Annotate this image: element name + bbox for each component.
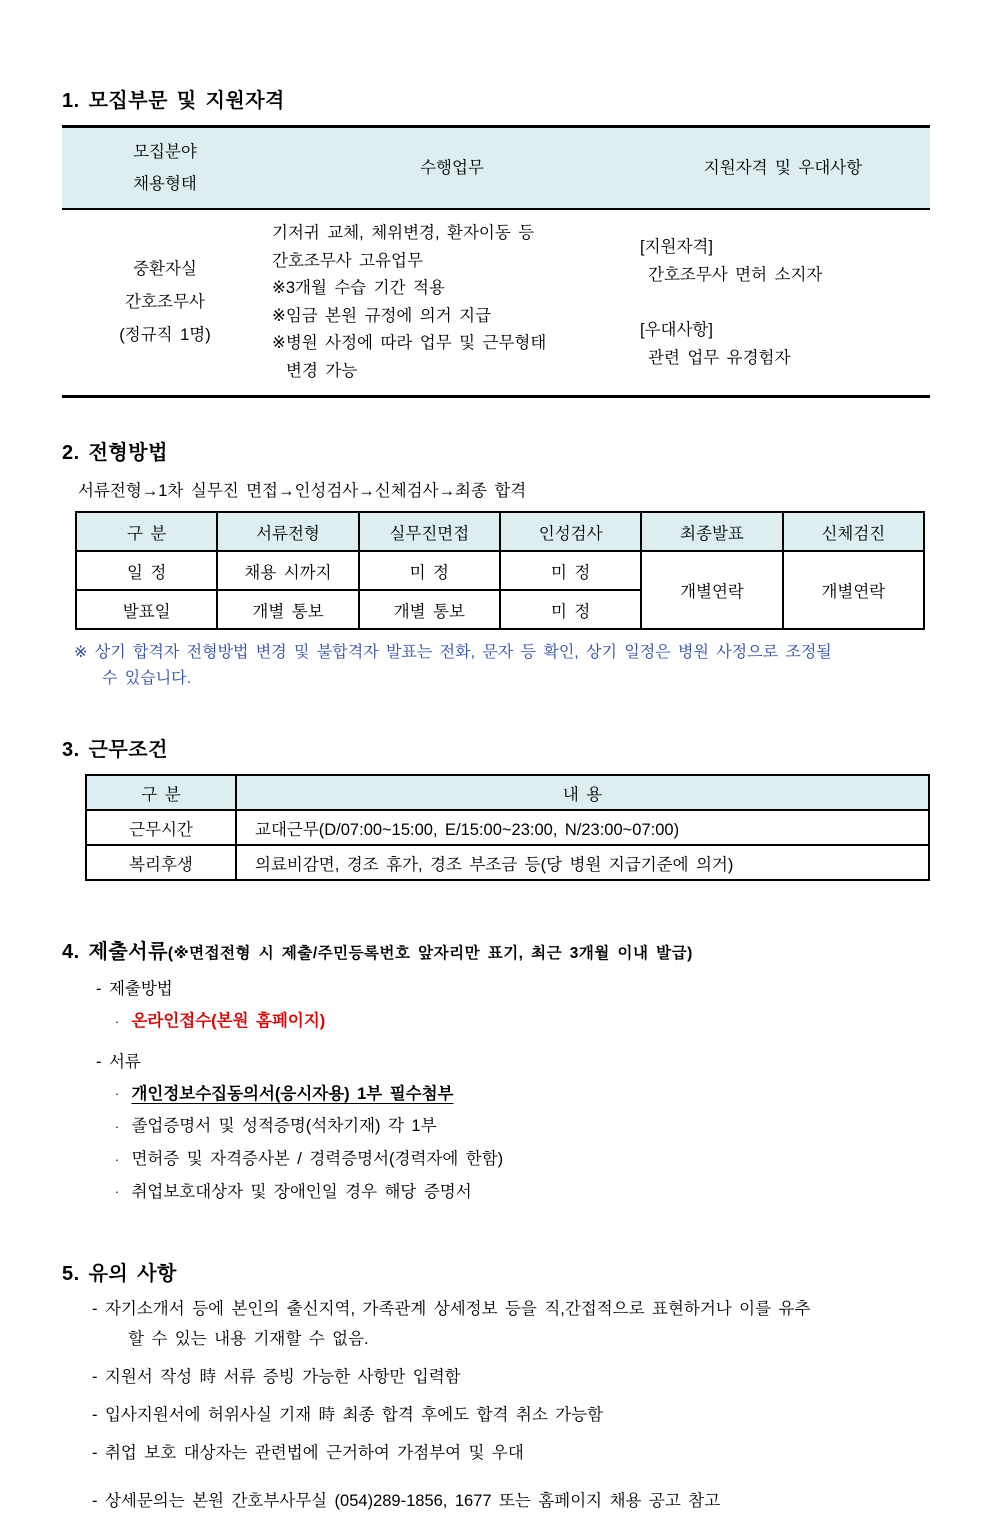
notice-item: - 입사지원서에 허위사실 기재 時 최종 합격 후에도 합격 취소 가능함 bbox=[92, 1406, 604, 1425]
conditions-header-row bbox=[86, 775, 929, 810]
position-line: 중환자실 bbox=[133, 260, 197, 278]
section4-heading-paren: (※면접전형 시 제출/주민등록번호 앞자리만 표기, 최근 3개월 이내 발급) bbox=[167, 945, 693, 963]
schedule-row-dates bbox=[76, 551, 924, 590]
conditions-row-label: 복리후생 bbox=[86, 845, 236, 880]
header-cell-duties: 수행업무 bbox=[268, 127, 636, 210]
list-item bbox=[110, 1144, 930, 1175]
online-application-text: 온라인접수(본원 홈페이지) bbox=[131, 1012, 326, 1031]
schedule-note-line1: ※ 상기 합격자 전형방법 변경 및 불합격자 발표는 전화, 문자 등 확인, 상기 일정은 병원 사정으로 조정될 bbox=[74, 644, 832, 661]
schedule-header-personality: 인성검사 bbox=[500, 512, 641, 551]
row1-label: 일 정 bbox=[76, 551, 217, 590]
notice-line: - 자기소개서 등에 본인의 출신지역, 가족관계 상세정보 등을 직,간접적으로 표현하거나 이를 유추 bbox=[92, 1300, 811, 1319]
preference-title: [우대사항] bbox=[640, 321, 713, 339]
submission-method-label: - 제출방법 bbox=[96, 980, 173, 999]
schedule-note bbox=[74, 640, 930, 691]
section5-heading: 5. 유의 사항 bbox=[62, 1263, 177, 1286]
list-item bbox=[110, 1177, 930, 1208]
duty-line: 변경 가능 bbox=[286, 361, 358, 380]
selection-process-line: 서류전형→1차 실무진 면접→인성검사→신체검사→최종 합격 bbox=[78, 482, 527, 500]
section4-heading-main: 4. 제출서류 bbox=[62, 941, 168, 964]
submission-method-item bbox=[110, 1006, 930, 1037]
schedule-header-docs: 서류전형 bbox=[217, 512, 358, 551]
row1-cell: 채용 시까지 bbox=[217, 551, 358, 590]
cell-duties bbox=[268, 209, 636, 397]
bullet-dot: · bbox=[114, 1086, 120, 1102]
conditions-row-label: 근무시간 bbox=[86, 810, 236, 845]
table-row bbox=[86, 810, 929, 845]
position-line: (정규직 1명) bbox=[119, 326, 211, 344]
cell-position bbox=[62, 209, 268, 397]
notice-item bbox=[92, 1294, 930, 1354]
documents-label: - 서류 bbox=[96, 1052, 141, 1071]
recruitment-table bbox=[62, 125, 930, 398]
duty-line: 기저귀 교체, 체위변경, 환자이동 등 bbox=[272, 224, 535, 242]
notice-item-contact: - 상세문의는 본원 간호부사무실 (054)289-1856, 1677 또는 홈페이지 채용 공고 참고 bbox=[92, 1492, 721, 1511]
selection-schedule-table bbox=[75, 511, 925, 630]
section3-heading: 3. 근무조건 bbox=[62, 739, 168, 762]
doc-consent-form: 개인정보수집동의서(응시자용) 1부 필수첨부 bbox=[131, 1084, 454, 1103]
schedule-header-interview: 실무진면접 bbox=[359, 512, 500, 551]
section2-heading: 2. 전형방법 bbox=[62, 442, 168, 464]
list-item bbox=[110, 1079, 930, 1110]
position-line: 간호조무사 bbox=[125, 293, 205, 311]
recruitment-table-body-row bbox=[62, 209, 930, 397]
row2-cell: 개별 통보 bbox=[359, 590, 500, 629]
schedule-header-physical: 신체검진 bbox=[783, 512, 924, 551]
duty-line: ※3개월 수습 기간 적용 bbox=[272, 279, 445, 297]
header-cell-qualifications: 지원자격 및 우대사항 bbox=[636, 127, 930, 210]
row2-label: 발표일 bbox=[76, 590, 217, 629]
doc-diploma: 졸업증명서 및 성적증명(석차기재) 각 1부 bbox=[131, 1117, 437, 1136]
doc-license: 면허증 및 자격증사본 / 경력증명서(경력자에 한함) bbox=[131, 1150, 504, 1169]
row2-cell: 개별 통보 bbox=[217, 590, 358, 629]
doc-protection-proof: 취업보호대상자 및 장애인일 경우 해당 증명서 bbox=[131, 1182, 472, 1201]
merged-cell-final-notice: 개별연락 bbox=[641, 551, 782, 629]
conditions-header-gubun: 구 분 bbox=[86, 775, 236, 810]
notice-item: - 지원서 작성 時 서류 증빙 가능한 사항만 입력함 bbox=[92, 1368, 461, 1387]
bullet-dot: · bbox=[114, 1184, 120, 1200]
group-spacer bbox=[640, 289, 926, 316]
preference-item: 관련 업무 유경험자 bbox=[648, 349, 791, 367]
merged-cell-physical-notice: 개별연락 bbox=[783, 551, 924, 629]
recruitment-table-header-row bbox=[62, 127, 930, 210]
qualification-title: [지원자격] bbox=[640, 238, 713, 256]
qualification-item: 간호조무사 면허 소지자 bbox=[648, 266, 823, 284]
header-cell-category bbox=[62, 127, 268, 210]
conditions-row-value: 의료비감면, 경조 휴가, 경조 부조금 등(당 병원 지급기준에 의거) bbox=[236, 845, 929, 880]
row2-cell: 미 정 bbox=[500, 590, 641, 629]
schedule-header-gubun: 구 분 bbox=[76, 512, 217, 551]
cell-qualifications bbox=[636, 209, 930, 397]
section4-heading bbox=[62, 935, 930, 964]
schedule-header-row bbox=[76, 512, 924, 551]
notice-item: - 취업 보호 대상자는 관련법에 근거하여 가점부여 및 우대 bbox=[92, 1444, 524, 1463]
header-category-line1: 모집분야 bbox=[133, 143, 197, 161]
bullet-dot: · bbox=[114, 1151, 120, 1167]
schedule-note-line2: 수 있습니다. bbox=[102, 669, 192, 687]
notice-line-wrap: 할 수 있는 내용 기재할 수 없음. bbox=[128, 1330, 369, 1349]
bullet-dot: · bbox=[114, 1013, 120, 1029]
section1-heading: 1. 모집부문 및 지원자격 bbox=[62, 90, 285, 112]
conditions-header-content: 내 용 bbox=[236, 775, 929, 810]
duty-line: 간호조무사 고유업무 bbox=[272, 251, 423, 270]
bullet-dot: · bbox=[114, 1119, 120, 1135]
conditions-row-value: 교대근무(D/07:00~15:00, E/15:00~23:00, N/23:00~07:00) bbox=[236, 810, 929, 845]
header-category-line2: 채용형태 bbox=[133, 175, 197, 193]
row1-cell: 미 정 bbox=[500, 551, 641, 590]
list-item bbox=[110, 1111, 930, 1142]
duty-line: ※병원 사정에 따라 업무 및 근무형태 bbox=[272, 334, 547, 352]
duty-line: ※임금 본원 규정에 의거 지급 bbox=[272, 306, 492, 325]
table-row bbox=[86, 845, 929, 880]
schedule-header-final: 최종발표 bbox=[641, 512, 782, 551]
row1-cell: 미 정 bbox=[359, 551, 500, 590]
working-conditions-table bbox=[85, 774, 930, 881]
